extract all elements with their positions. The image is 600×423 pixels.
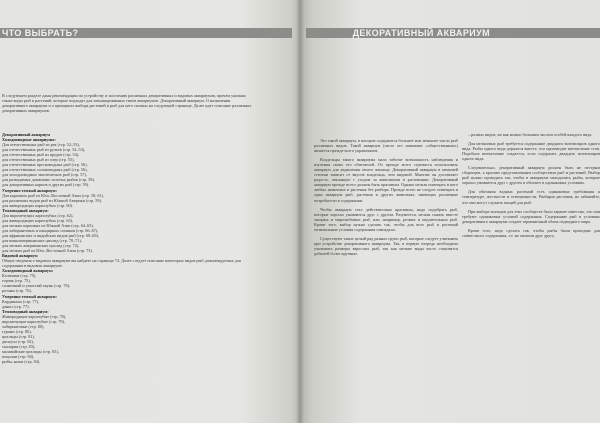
list-item: Для икромечущих карпозубых (стр. 62), [2, 212, 74, 218]
list-item: рыбы–ножи (стр. 84). [2, 359, 41, 365]
left-header-band [0, 28, 292, 38]
paragraph: Владельцы такого аквариума мало заботят возможность наблюдения и изучения своих его обитателей. От прежде всего стремятся использовать аквариум для украшения своего жилища. Декоративный аквариум в меньшей степени зависит от вкусов владельца, чем видовой. Многим он доставляет радость, связанную с уходом за животными и растениями. Декоративный аквариум прежде всего должен быть красивым. Однако нельзя помещать в него любых животных и растения без разбора. Прежде всего не следует помещать в один аквариум рыб, растения и других животных, имеющих различные потребности в содержании. [314, 157, 458, 203]
right-page [300, 0, 600, 423]
list-item: для отечественных рыб из ручьев (стр. 52–53), [2, 147, 86, 153]
paragraph: При выборе жильцов для этих сообществ было заранее известно, что они требуют одинаковых условий содержания. Содержание рыб в условиях декоративного аквариума создает гармоничный облик подводного мира. [462, 208, 600, 224]
list-item: Живородящие карпозубые (стр. 78), [2, 313, 67, 319]
list-heading: Декоративный аквариум [2, 132, 50, 137]
paragraph: Кроме того, надо сделать так, чтобы рыбы были пригодны для совместного содержания, т.е. не мешали друг другу. [462, 227, 600, 238]
list-heading: Холодноводный аквариум: [2, 268, 54, 274]
list-item: дискусы (стр. 82), [2, 338, 34, 344]
list-item: для отечественных рыб из озер (стр. 55), [2, 157, 75, 163]
list-heading: Тепловодный аквариум: [2, 308, 49, 314]
list-heading: Холодноводные аквариумы: [2, 137, 56, 143]
list-item: икромечущие карпозубые (стр. 79), [2, 318, 66, 324]
list-item: для разводимых домашних золотых рыбок (стр. 58), [2, 177, 95, 183]
list-heading: Видовой аквариум [2, 253, 38, 259]
right-column-a [314, 138, 458, 260]
list-item: гурами (стр. 80), [2, 328, 32, 334]
paragraph: Существуют такие целый ряд разных групп рыб, которые следует учитывать при устройстве декоративного аквариума. Так, в первую очередь необходимо учитывать размеры взрослых рыб, так как мелкие виды часто становятся добычей более крупных. [314, 235, 458, 256]
paragraph: Это такой аквариум, в котором содержится большее или меньшее число рыб различных видов. Такой аквариум (часто его называют «общественным») является прежде всего украшением. [314, 138, 458, 154]
paragraph: Следовательно, декоративный аквариум должен быть не пестрым сборищем, а красиво представленным сообществом рыб и растений. Выбор рыб нужно проводить так, чтобы в аквариуме находились рыбы, которые хорошо уживаются друг с другом и обитают в одинаковых условиях. [462, 165, 600, 186]
list-heading: Тепловодный аквариум: [2, 207, 49, 213]
list-item: для декоративных карпов и других рыб (стр. 59). [2, 182, 90, 188]
list-item: для живородящих карпозубых (стр. 63), [2, 217, 73, 223]
list-item: для холодноводных экзотических рыб (стр. 57), [2, 172, 87, 178]
list-item: солнечный и ушастый окунь (стр. 76), [2, 283, 70, 289]
list-item: для южноамериканских цихлид (стр. 70–71), [2, 237, 82, 243]
list-item: для мелких рыб из Юго–Восточной Азии (стр. 73). [2, 248, 93, 254]
list-item: для мелких американских цихлид (стр. 72), [2, 243, 80, 249]
list-item: для африканских и индийских видов рыб (стр. 68–69), [2, 232, 99, 238]
list-item: для мелких карповых из Южной Азии (стр. 64–65), [2, 222, 94, 228]
list-heading: Умеренно теплый аквариум: [2, 187, 57, 193]
list-item: Кардиналы (стр. 77), [2, 298, 40, 304]
right-page-title: ДЕКОРАТИВНЫЙ АКВАРИУМ [352, 28, 490, 38]
right-header-band [306, 28, 600, 38]
list-item: Общие сведения о видовом аквариуме вы найдете на странице 74. Далее следует описание некоторых видов рыб, рекомендуемых для содержания в видовом аквариуме. [2, 258, 241, 269]
list-item: для отечественных пресноводных рыб (стр. 56), [2, 162, 88, 168]
list-item: скалярии (стр. 83), [2, 343, 36, 349]
paragraph: Для обитания водных растений есть одинаковые требования к температуре, жесткости и освещенности. Выбирая растения, не забывайте, что они могут служить пищей для рыб. [462, 189, 600, 205]
list-item: Для карповых рыб из Юго–Восточной Азии (стр. 58, 61), [2, 192, 105, 198]
paragraph: Для мелкоовых рыб требуется содержание двадцати экземпляров одного вида. Рыбы одного вида держатся вместе, что производит впечатление стаи. Подобное впечатление создается, если содержать двадцать экземпляров одного вида. [462, 141, 600, 162]
book-gutter [296, 0, 304, 423]
list-item: для различных видов рыб из Южной Америки (стр. 59), [2, 197, 102, 203]
list-item: для отечественных солоноводных рыб (стр. 56), [2, 167, 88, 173]
list-item: для отечественных рыб из прудов (стр. 54), [2, 152, 80, 158]
list-item: лабиринтовые (стр. 80), [2, 323, 45, 329]
list-item: для живородящих карпозубых (стр. 60). [2, 202, 73, 208]
left-page-title: ЧТО ВЫБРАТЬ? [2, 28, 79, 38]
list-item: данио (стр. 77). [2, 303, 30, 309]
list-item: Колюшки (стр. 75), [2, 273, 37, 279]
list-item: ротаны (стр. 76). [2, 288, 32, 294]
left-intro-paragraph: В следующем разделе даны рекомендации по устройству и заселению различных декоративных и видовых аквариумов, причем указаны также виды рыб и растений, которые подходят для запланированных типов аквариумов. Декоративный аквариум. О назначении декоративного аквариума и о принципах выбора растений и рыб для него сказано на следующей странице. Далее идет описание различных декоративных аквариумов. [2, 93, 252, 114]
aquarium-types-list [2, 132, 262, 364]
right-column-b [462, 132, 600, 242]
list-item: пецилии (стр. 84), [2, 354, 35, 360]
list-item: Для отечественных рыб из рек (стр. 52–53), [2, 142, 80, 148]
paragraph: ...разных видов, но как можно большим числом особей каждого вида. [468, 132, 593, 137]
list-item: для лабиринтовых и панцирных сомиков (стр. 66–67), [2, 227, 99, 233]
list-item: цихлиды (стр. 81), [2, 333, 35, 339]
paragraph: Чтобы аквариум стал действительно красивым, надо подобрать рыб, которые хорошо уживаются друг с другом. Разумеется, нельзя сажать вместе хищных и миролюбивых рыб, или, например, резвых и медлительных рыб. Кроме того, выбор нужно сделать так, чтобы для всех рыб и растений оптимальные условия содержания совпадали. [314, 206, 458, 232]
list-item: малавийские цихлиды (стр. 83), [2, 349, 59, 355]
list-heading: Умеренно теплый аквариум: [2, 293, 57, 299]
list-item: горчак (стр. 75), [2, 278, 31, 284]
